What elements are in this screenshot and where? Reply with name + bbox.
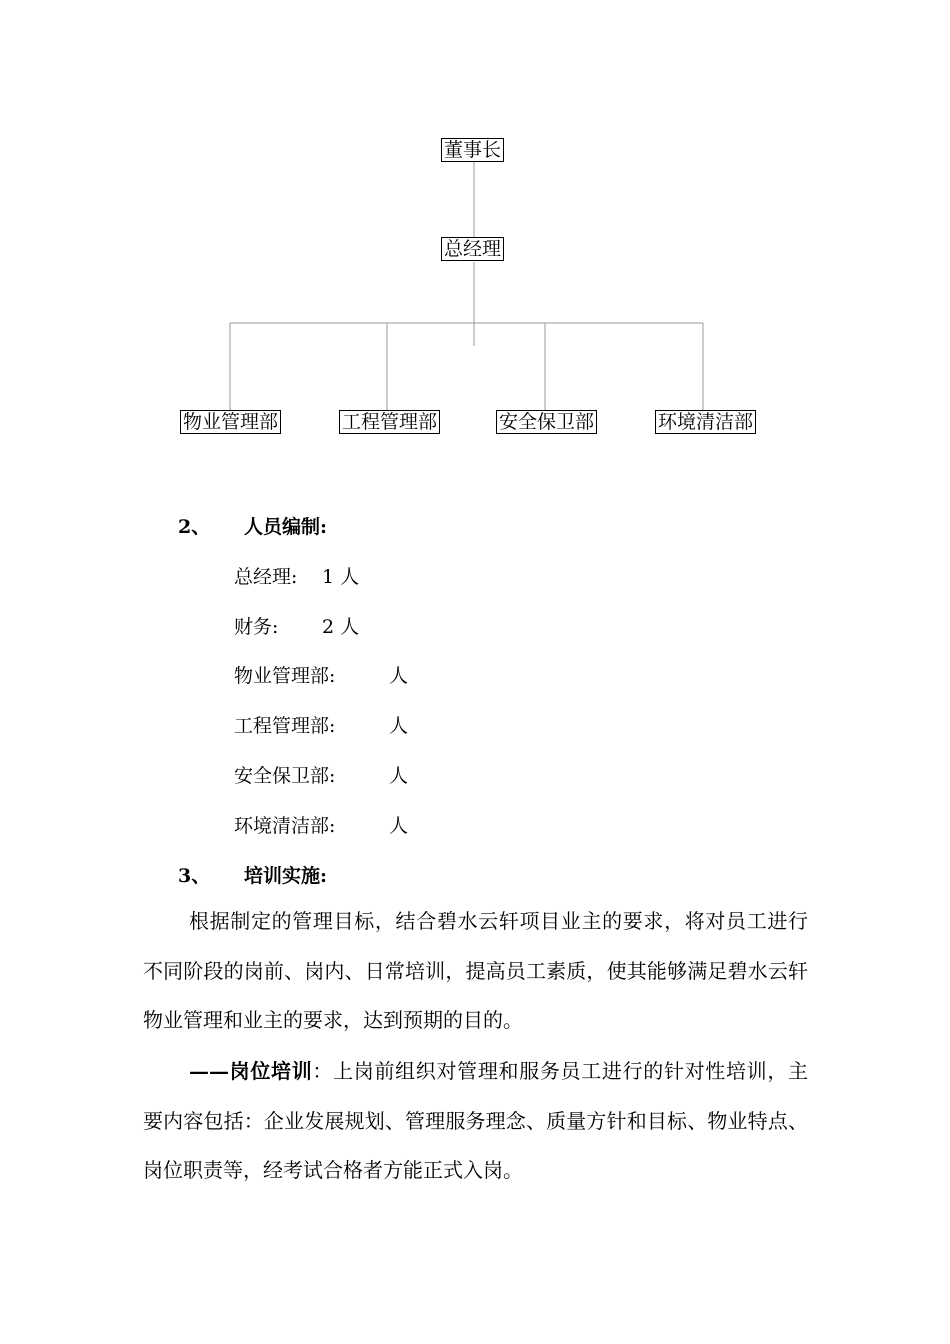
staff-count: 1 人 bbox=[322, 566, 360, 588]
staff-label: 环境清洁部: bbox=[234, 815, 336, 837]
staff-row bbox=[234, 711, 408, 738]
staff-label: 物业管理部: bbox=[234, 665, 336, 687]
staff-row bbox=[234, 612, 359, 639]
chairman-box: 董事长 bbox=[441, 138, 504, 162]
staff-label: 总经理: bbox=[234, 566, 298, 588]
section3-number: 3、 bbox=[178, 865, 211, 887]
staff-row bbox=[234, 811, 408, 838]
staff-count: 人 bbox=[389, 715, 409, 737]
staff-row bbox=[234, 761, 408, 788]
section2-number: 2、 bbox=[178, 516, 211, 538]
dept-box-engineering: 工程管理部 bbox=[339, 410, 440, 434]
staff-count: 人 bbox=[389, 665, 409, 687]
staff-row bbox=[234, 562, 359, 589]
general-manager-box: 总经理 bbox=[441, 237, 504, 261]
staff-label: 安全保卫部: bbox=[234, 765, 336, 787]
dept-box-cleaning: 环境清洁部 bbox=[655, 410, 756, 434]
training-paragraph-1: 根据制定的管理目标，结合碧水云轩项目业主的要求，将对员工进行不同阶段的岗前、岗内、日常培训，提高员工素质，使其能够满足碧水云轩物业管理和业主的要求，达到预期的目的。 bbox=[143, 909, 808, 1032]
post-training-body: ：上岗前组织对管理和服务员工进行的针对性培训，主要内容包括：企业发展规划、管理服务理念、质量方针和目标、物业特点、岗位职责等，经考试合格者方能正式入岗。 bbox=[143, 1059, 809, 1182]
section2-title: 人员编制: bbox=[244, 516, 328, 538]
training-paragraph-2 bbox=[143, 1047, 808, 1196]
post-training-lead: ——岗位培训 bbox=[189, 1059, 313, 1083]
staff-label: 工程管理部: bbox=[234, 715, 336, 737]
org-chart bbox=[0, 0, 950, 470]
staff-count: 人 bbox=[389, 815, 409, 837]
dept-box-property: 物业管理部 bbox=[180, 410, 281, 434]
staff-row bbox=[234, 661, 408, 688]
dept-box-security: 安全保卫部 bbox=[496, 410, 597, 434]
staff-label: 财务: bbox=[234, 616, 279, 638]
section3-title: 培训实施: bbox=[244, 865, 328, 887]
section3-heading bbox=[178, 861, 327, 888]
org-chart-connectors bbox=[0, 0, 950, 470]
staff-count: 2 人 bbox=[322, 616, 360, 638]
section2-heading bbox=[178, 512, 327, 539]
staff-count: 人 bbox=[389, 765, 409, 787]
